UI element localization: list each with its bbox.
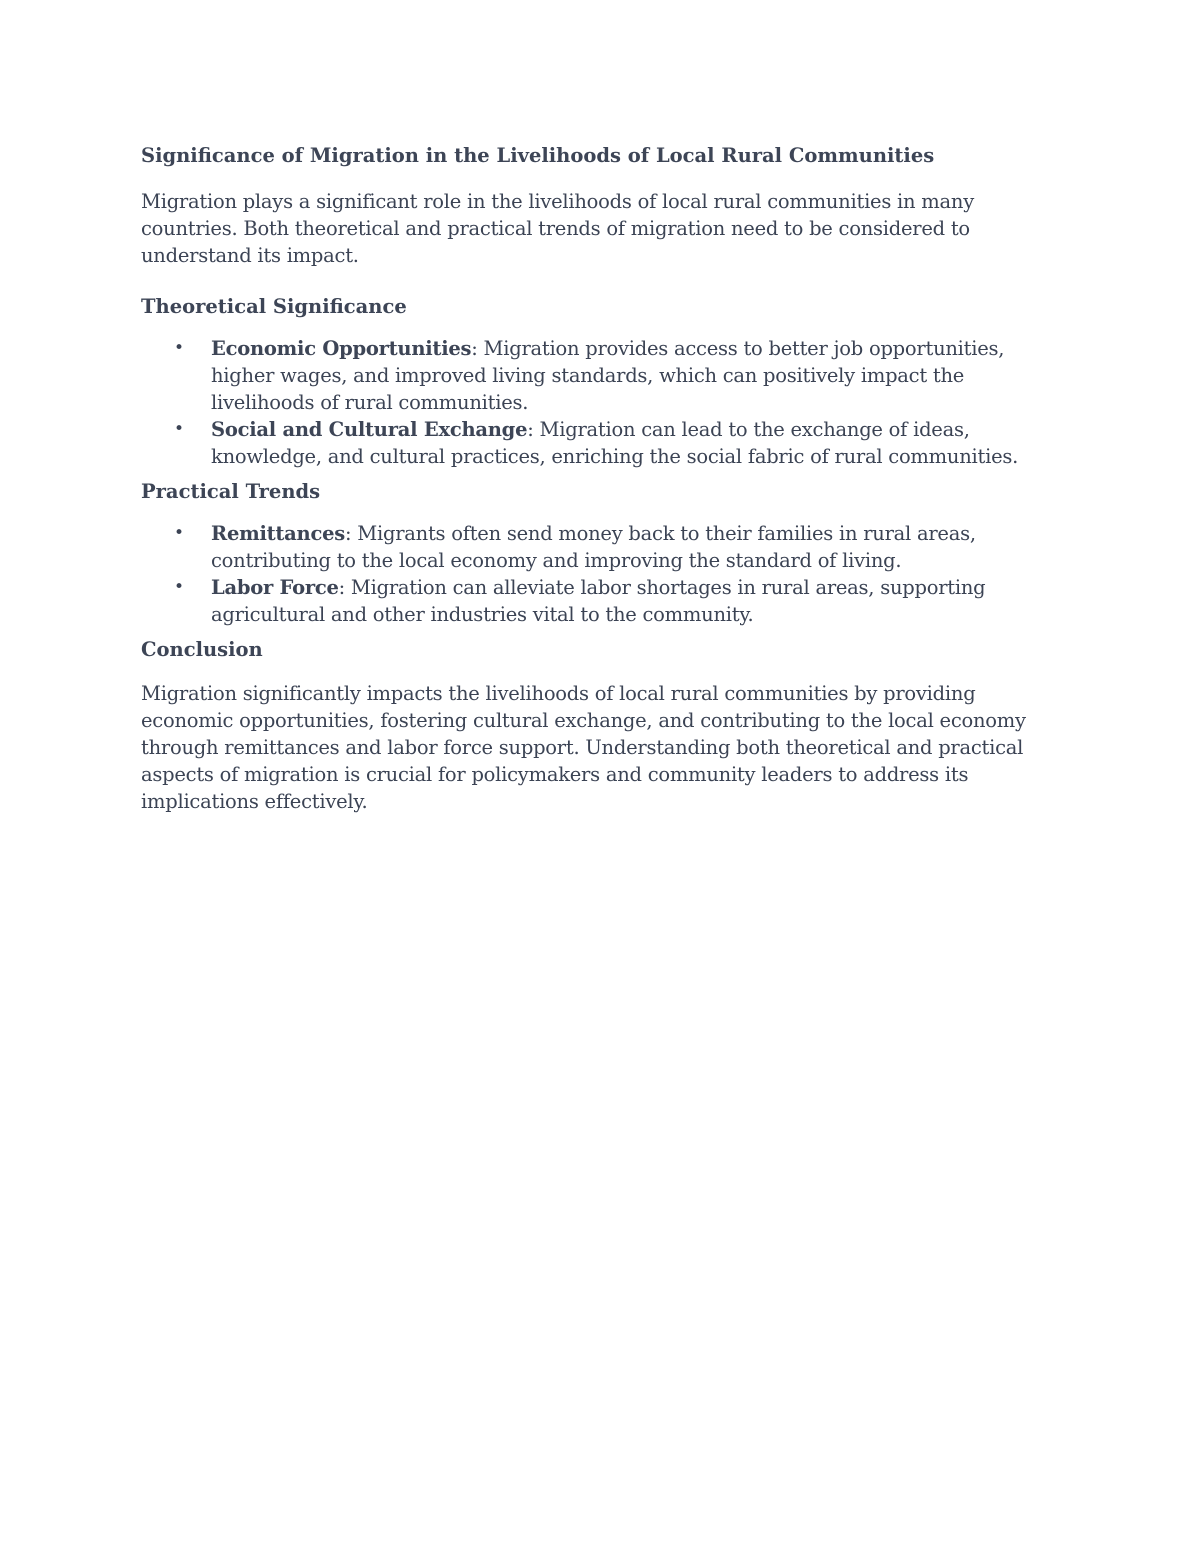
- list-item-social-cultural-exchange: [141, 416, 1066, 470]
- list-item-economic-opportunities: [141, 335, 1066, 416]
- list-item-text: : Migrants often send money back to their families in rural areas, contributing to the local economy and improving the standard of living.: [211, 522, 976, 572]
- practical-trends-list: [141, 520, 1066, 628]
- list-item-text: : Migration can lead to the exchange of ideas, knowledge, and cultural practices, enriching the social fabric of rural communities.: [211, 418, 1019, 468]
- section-heading-conclusion: Conclusion: [141, 638, 263, 661]
- document-body: [141, 142, 1066, 815]
- document-title: Significance of Migration in the Livelihoods of Local Rural Communities: [141, 144, 935, 167]
- list-item-term: Social and Cultural Exchange: [211, 418, 528, 441]
- section-heading-practical-trends: Practical Trends: [141, 480, 321, 503]
- list-item-term: Economic Opportunities: [211, 337, 472, 360]
- theoretical-significance-list: [141, 335, 1066, 470]
- bullet-icon: •: [174, 523, 184, 543]
- list-item-text: : Migration can alleviate labor shortages in rural areas, supporting agricultural and other industries vital to the community.: [211, 576, 986, 626]
- section-heading-theoretical-significance: Theoretical Significance: [141, 295, 407, 318]
- list-item-term: Labor Force: [211, 576, 339, 599]
- bullet-icon: •: [174, 419, 184, 439]
- list-item-text: : Migration provides access to better job opportunities, higher wages, and improved living standards, which can positively impact the livelihoods of rural communities.: [211, 337, 1005, 414]
- bullet-icon: •: [174, 577, 184, 597]
- list-item-labor-force: [141, 574, 1066, 628]
- list-item-term: Remittances: [211, 522, 345, 545]
- intro-paragraph: Migration plays a significant role in the livelihoods of local rural communities in many countries. Both theoretical and practical trends of migration need to be considered to understand its impact.: [141, 190, 974, 267]
- bullet-icon: •: [174, 338, 184, 358]
- list-item-remittances: [141, 520, 1066, 574]
- conclusion-paragraph: Migration significantly impacts the livelihoods of local rural communities by providing economic opportunities, fostering cultural exchange, and contributing to the local economy through remittances and labor force support. Understanding both theoretical and practical aspects of migration is crucial for policymakers and community leaders to address its implications effectively.: [141, 682, 1026, 813]
